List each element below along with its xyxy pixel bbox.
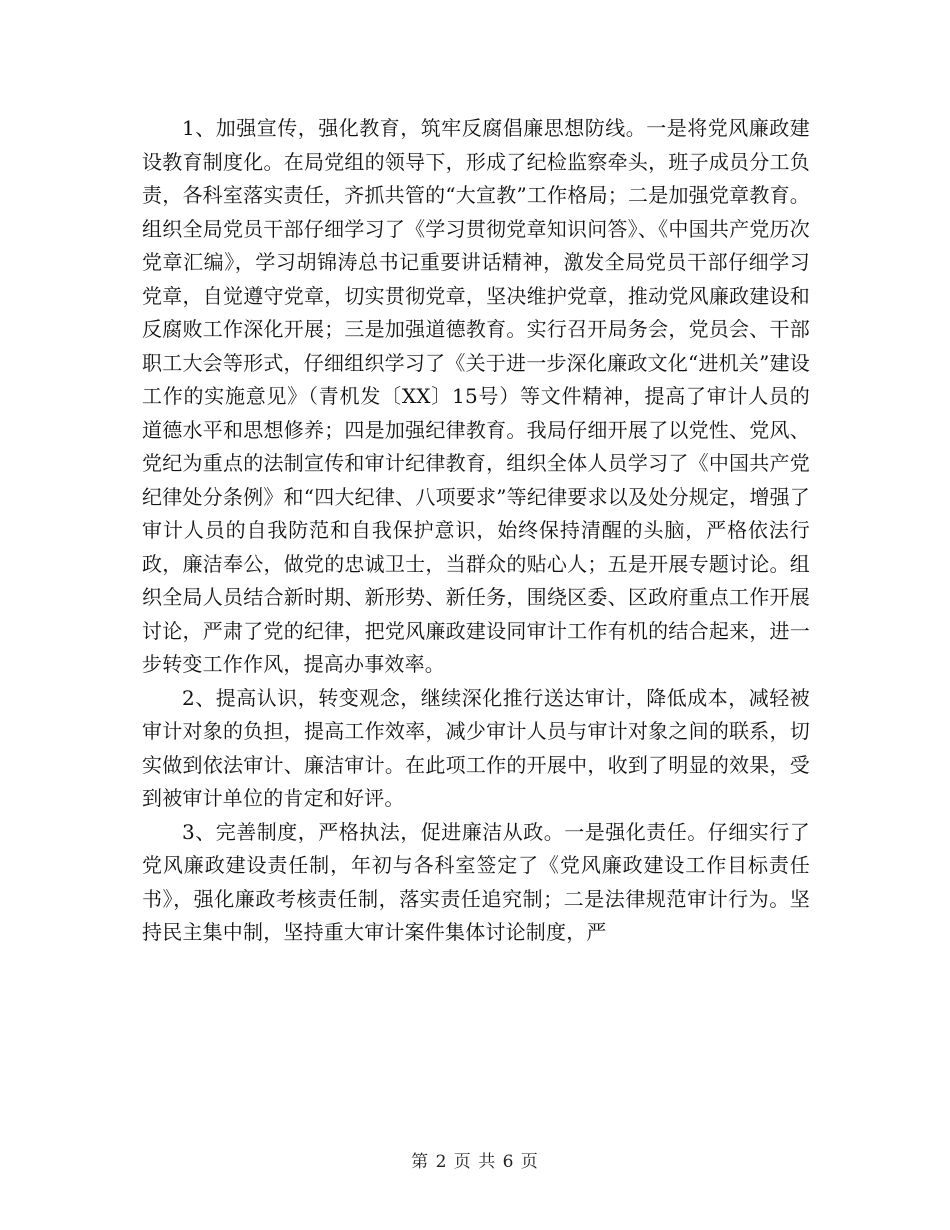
paragraph-1: 1、加强宣传，强化教育，筑牢反腐倡廉思想防线。一是将党风廉政建设教育制度化。在局党组的领导下，形成了纪检监察牵头，班子成员分工负责，各科室落实责任，齐抓共管的“大宣教”工作格局；二是加强党章教育。组织全局党员干部仔细学习了《学习贯彻党章知识问答》、《中国共产党历次党章汇编》，学习胡锦涛总书记重要讲话精神，激发全局党员干部仔细学习党章，自觉遵守党章，切实贯彻党章，坚决维护党章，推动党风廉政建设和反腐败工作深化开展；三是加强道德教育。实行召开局务会，党员会、干部职工大会等形式，仔细组织学习了《关于进一步深化廉政文化“进机关”建设工作的实施意见》（青机发〔XX〕15号）等文件精神，提高了审计人员的道德水平和思想修养；四是加强纪律教育。我局仔细开展了以党性、党风、党纪为重点的法制宣传和审计纪律教育，组织全体人员学习了《中国共产党纪律处分条例》和“四大纪律、八项要求”等纪律要求以及处分规定，增强了审计人员的自我防范和自我保护意识，始终保持清醒的头脑，严格依法行政，廉洁奉公，做党的忠诚卫士，当群众的贴心人；五是开展专题讨论。组织全局人员结合新时期、新形势、新任务，围绕区委、区政府重点工作开展讨论，严肃了党的纪律，把党风廉政建设同审计工作有机的结合起来，进一步转变工作作风，提高办事效率。 xyxy=(142,116,810,676)
paragraph-3: 3、完善制度，严格执法，促进廉洁从政。一是强化责任。仔细实行了党风廉政建设责任制，年初与各科室签定了《党风廉政建设工作目标责任书》，强化廉政考核责任制，落实责任追究制；二是法律规范审计行为。坚持民主集中制，坚持重大审计案件集体讨论制度，严 xyxy=(142,819,810,944)
page-footer: 第 2 页 共 6 页 xyxy=(411,1152,539,1172)
paragraph-2: 2、提高认识，转变观念，继续深化推行送达审计，降低成本，减轻被审计对象的负担，提高工作效率，减少审计人员与审计对象之间的联系，切实做到依法审计、廉洁审计。在此项工作的开展中，收到了明显的效果，受到被审计单位的肯定和好评。 xyxy=(142,685,810,810)
document-body xyxy=(142,112,810,950)
